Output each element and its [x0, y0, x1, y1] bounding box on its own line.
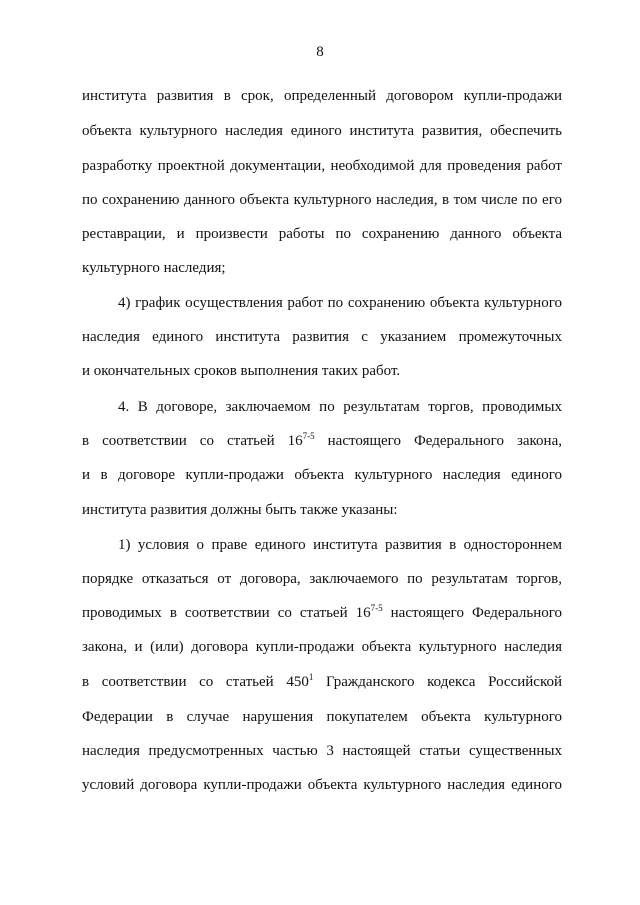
text-line: реставрации, и произвести работы по сохранению данного объекта — [82, 226, 562, 242]
text-line: наследия предусмотренных частью 3 настоящей статьи существенных — [82, 743, 562, 759]
text-line: условий договора купли-продажи объекта культурного наследия единого — [82, 777, 562, 793]
text-line: разработку проектной документации, необходимой для проведения работ — [82, 158, 562, 174]
text-line: института развития в срок, определенный договором купли-продажи — [82, 88, 562, 104]
text-line — [82, 673, 562, 691]
superscript: 7-5 — [302, 431, 315, 441]
text-segment: настоящего Федерального закона, — [327, 433, 562, 449]
text-segment: проводимых в соответствии со статьей 16 — [82, 605, 371, 621]
text-line — [82, 432, 562, 450]
superscript: 1 — [308, 672, 314, 682]
text-line — [82, 604, 562, 622]
text-line: Федерации в случае нарушения покупателем объекта культурного — [82, 709, 562, 725]
text-segment: Гражданского кодекса Российской — [325, 674, 563, 690]
text-line: культурного наследия; — [82, 260, 226, 276]
text-line: по сохранению данного объекта культурного наследия, в том числе по его — [82, 192, 562, 208]
text-line: 4. В договоре, заключаемом по результатам торгов, проводимых — [118, 399, 562, 415]
text-segment: настоящего Федерального — [390, 605, 562, 621]
text-line: порядке отказаться от договора, заключаемого по результатам торгов, — [82, 571, 562, 587]
text-line: 1) условия о праве единого института развития в одностороннем — [118, 537, 562, 553]
page-number: 8 — [316, 44, 324, 60]
text-line: института развития должны быть также указаны: — [82, 502, 398, 518]
text-line: объекта культурного наследия единого института развития, обеспечить — [82, 123, 562, 139]
text-segment: в соответствии со статьей 16 — [82, 433, 303, 449]
text-line: закона, и (или) договора купли-продажи объекта культурного наследия — [82, 639, 562, 655]
text-line: наследия единого института развития с указанием промежуточных — [82, 329, 562, 345]
text-segment: в соответствии со статьей 450 — [82, 674, 309, 690]
text-line: и окончательных сроков выполнения таких работ. — [82, 363, 401, 379]
text-line: и в договоре купли-продажи объекта культурного наследия единого — [82, 467, 562, 483]
text-line: 4) график осуществления работ по сохранению объекта культурного — [118, 295, 562, 311]
superscript: 7-5 — [370, 603, 383, 613]
